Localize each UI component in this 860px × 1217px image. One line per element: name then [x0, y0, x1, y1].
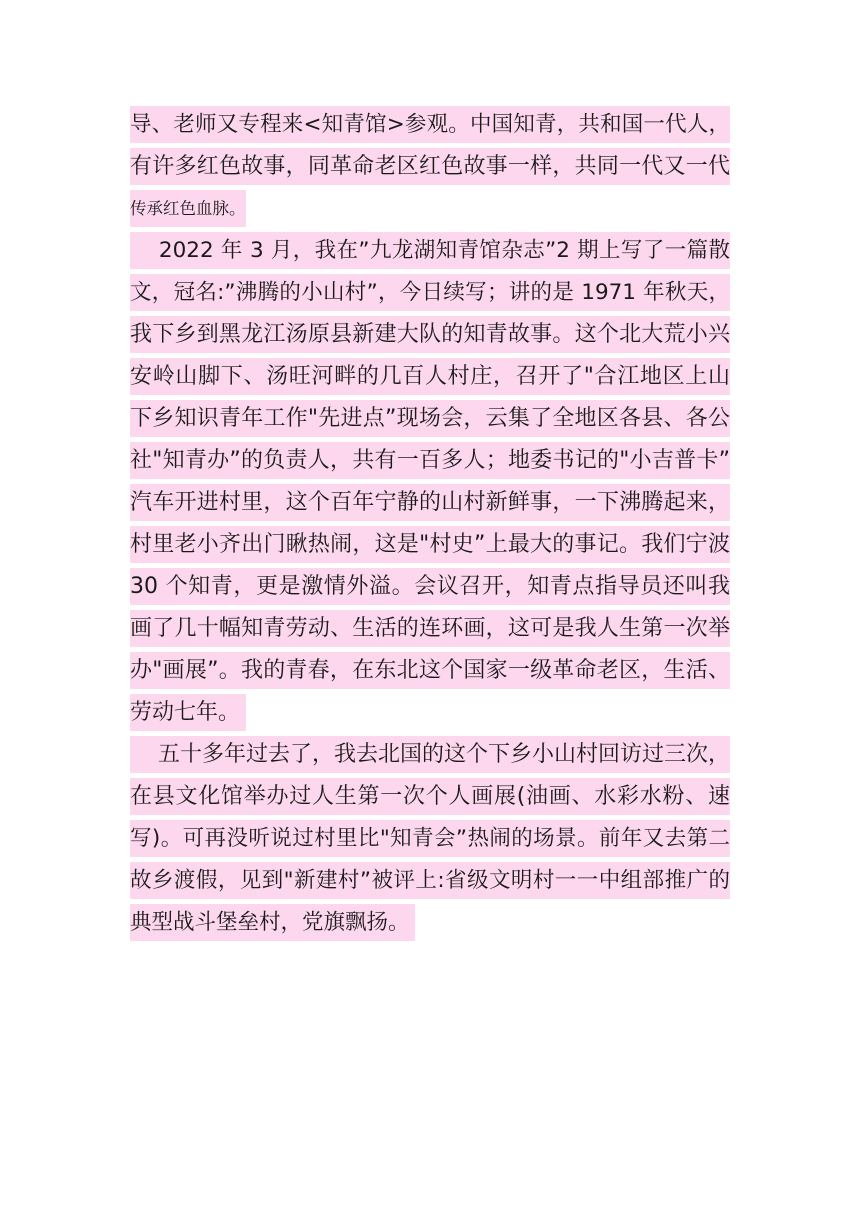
text-line: 安岭山脚下、汤旺河畔的几百人村庄，召开了"合江地区上山 [130, 358, 730, 395]
text-line: 2022 年 3 月，我在”九龙湖知青馆杂志”2 期上写了一篇散 [130, 232, 730, 269]
text-line: 劳动七年。 [130, 694, 246, 731]
text-line: 导、老师又专程来<知青馆>参观。中国知青，共和国一代人， [130, 106, 730, 143]
paragraph-3 [130, 736, 730, 946]
text-line: 30 个知青，更是激情外溢。会议召开，知青点指导员还叫我 [130, 568, 730, 605]
paragraph-2 [130, 232, 730, 736]
text-line: 画了几十幅知青劳动、生活的连环画，这可是我人生第一次举 [130, 610, 730, 647]
text-line: 社"知青办”的负责人，共有一百多人；地委书记的"小吉普卡” [130, 442, 730, 479]
text-line: 在县文化馆举办过人生第一次个人画展(油画、水彩水粉、速 [130, 778, 730, 815]
text-line: 办"画展”。我的青春，在东北这个国家一级革命老区，生活、 [130, 652, 730, 689]
text-line: 我下乡到黑龙江汤原县新建大队的知青故事。这个北大荒小兴 [130, 316, 730, 353]
text-line: 写)。可再没听说过村里比"知青会”热闹的场景。前年又去第二 [130, 820, 730, 857]
text-line: 下乡知识青年工作"先进点”现场会，云集了全地区各县、各公 [130, 400, 730, 437]
text-line: 传承红色血脉。 [130, 190, 246, 227]
body-text [130, 106, 730, 946]
text-line: 有许多红色故事，同革命老区红色故事一样，共同一代又一代 [130, 148, 730, 185]
paragraph-1 [130, 106, 730, 232]
text-line: 五十多年过去了，我去北国的这个下乡小山村回访过三次， [130, 736, 730, 773]
text-line: 汽车开进村里，这个百年宁静的山村新鲜事，一下沸腾起来， [130, 484, 730, 521]
text-line: 典型战斗堡垒村，党旗飘扬。 [130, 904, 415, 941]
text-line: 文，冠名:”沸腾的小山村”，今日续写；讲的是 1971 年秋天， [130, 274, 730, 311]
text-line: 村里老小齐出门瞅热闹，这是"村史”上最大的事记。我们宁波 [130, 526, 730, 563]
text-line: 故乡渡假，见到"新建村”被评上:省级文明村一一中组部推广的 [130, 862, 730, 899]
